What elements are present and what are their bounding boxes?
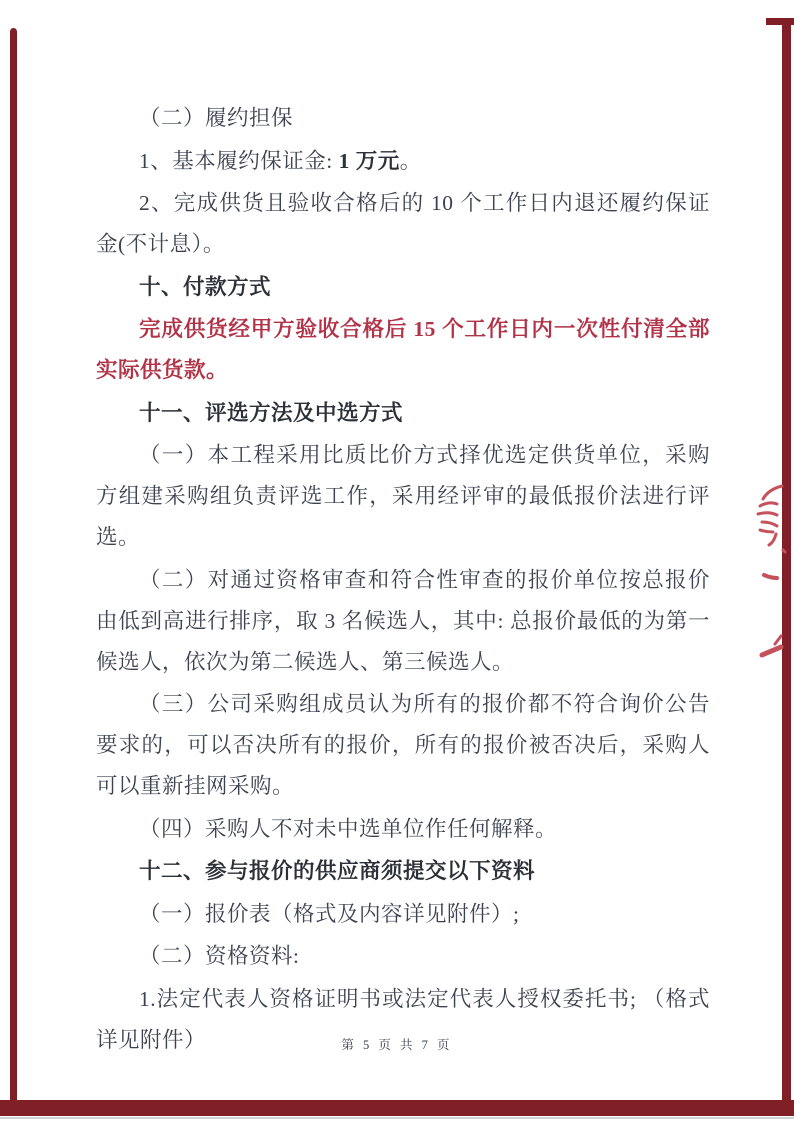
paragraph-14: 1.法定代表人资格证明书或法定代表人授权委托书; （格式详见附件） <box>96 986 710 1052</box>
paragraph-9: （三）公司采购组成员认为所有的报价都不符合询价公告要求的，可以否决所有的报价，所有的报价被否决后，采购人可以重新挂网采购。 <box>96 692 710 798</box>
scan-edge-left <box>10 28 17 1104</box>
text-run-bold: 1 万元 <box>338 148 400 173</box>
text-run: 。 <box>399 148 422 173</box>
red-stamp-fragment <box>750 478 794 668</box>
paragraph-1: （二）履约担保 <box>139 106 294 130</box>
scan-edge-bottom <box>0 1100 794 1116</box>
page-number: 第 5 页 共 7 页 <box>341 1038 453 1052</box>
document-body <box>96 98 710 1061</box>
paragraph-12: （一）报价表（格式及内容详见附件）; <box>139 901 520 926</box>
paragraph-4-heading: 十、付款方式 <box>139 274 272 299</box>
paragraph-7: （一）本工程采用比质比价方式择优选定供货单位，采购方组建采购组负责评选工作，采用经评审的最低报价法进行评选。 <box>96 443 710 549</box>
paragraph-11-heading: 十二、参与报价的供应商须提交以下资料 <box>139 859 536 883</box>
paragraph-3: 2、完成供货且验收合格后的 10 个工作日内退还履约保证金(不计息）。 <box>96 191 710 256</box>
paragraph-13: （二）资格资料: <box>139 944 300 968</box>
paragraph-10: （四）采购人不对未中选单位作任何解释。 <box>139 816 558 841</box>
paragraph-8: （二）对通过资格审查和符合性审查的报价单位按总报价由低到高进行排序，取 3 名候选人，其中: 总报价最低的为第一候选人，依次为第二候选人、第三候选人。 <box>96 567 710 674</box>
scan-edge-top-right-tick <box>766 18 794 25</box>
paragraph-5-red: 完成供货经甲方验收合格后 15 个工作日内一次性付清全部实际供货款。 <box>96 317 710 382</box>
paragraph-6-heading: 十一、评选方法及中选方式 <box>139 400 404 425</box>
paragraph-2 <box>96 141 710 182</box>
text-run: 1、基本履约保证金: <box>139 148 339 173</box>
scan-line <box>0 1117 794 1119</box>
